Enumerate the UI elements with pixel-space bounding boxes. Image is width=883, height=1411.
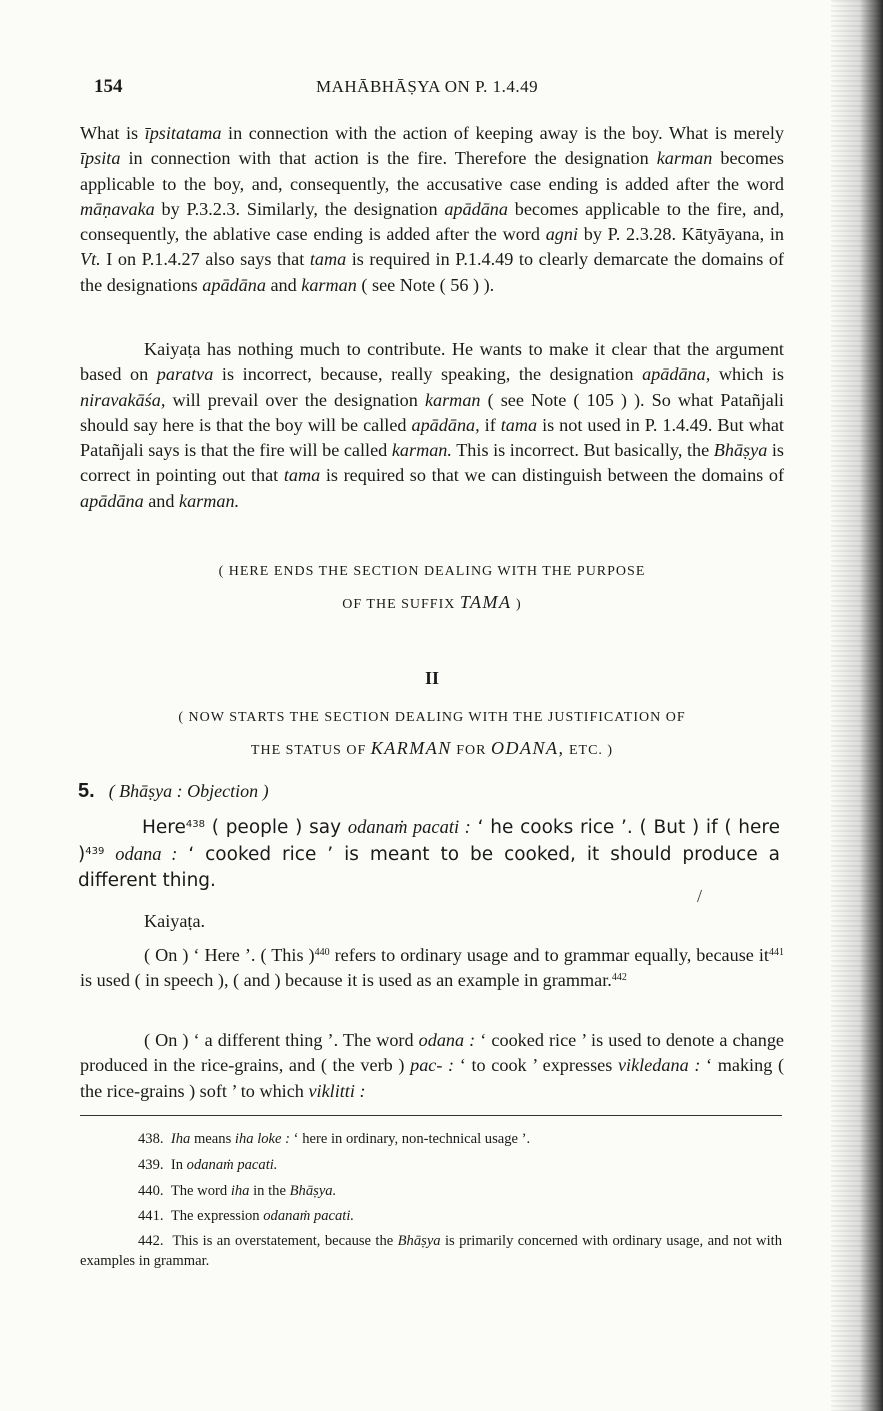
- section-start-line-2: THE STATUS OF KARMAN FOR ODANA, ETC. ): [250, 738, 614, 758]
- section-number: 5.: [78, 780, 95, 802]
- scan-edge-shadow: [831, 0, 883, 1411]
- footnote-rule: [80, 1115, 782, 1116]
- page-number: 154: [94, 76, 123, 97]
- section-start-line-1: ( NOW STARTS THE SECTION DEALING WITH THE JUSTIFICATION OF: [178, 710, 686, 725]
- page-header: [94, 76, 784, 104]
- section-roman-numeral: II: [424, 668, 439, 688]
- commentary-different-thing: ( On ) ‘ a different thing ’. The word odana : ‘ cooked rice ’ is used to denote a change produced in the rice-grains, and ( the verb ) pac- : ‘ to cook ’ expresses vikledana : ‘ making ( the rice-grains ) soft ’ to which viklitti :: [80, 1030, 785, 1101]
- bhasya-text: Here$^{438}$ ( people ) say odanaṁ pacati : ‘ he cooks rice ’. ( But ) if ( here )$^{439}$ odana : ‘ cooked rice ’ is meant to be cooked, it should produce a different thing.: [78, 817, 780, 891]
- section-label: ( Bhāṣya : Objection ): [108, 781, 269, 801]
- section-start-note: [80, 703, 784, 766]
- footnote-441: 441. The expression odanaṁ pacati.: [138, 1208, 355, 1224]
- kaiyata-heading: Kaiyaṭa.: [144, 911, 206, 931]
- commentary-here: ( On ) ‘ Here ’. ( This )$^{440}$ refers to ordinary usage and to grammar equally, because $it^{441}$ is used ( in speech ), ( and ) because it is used as an example in grammar.$^{442}$: [80, 945, 784, 991]
- pen-mark: /: [697, 886, 703, 906]
- section-5-heading: [78, 780, 269, 803]
- footnote-439: 439. In odanaṁ pacati.: [138, 1157, 278, 1173]
- section-end-line-2: OF THE SUFFIX TAMA ): [342, 592, 522, 612]
- running-title: MAHĀBHĀṢYA ON P. 1.4.49: [316, 77, 539, 96]
- footnote-440: 440. The word iha in the Bhāṣya.: [138, 1183, 337, 1199]
- footnote-442: 442. This is an overstatement, because the Bhāṣya is primarily concerned with ordinary usage, and not with examples in grammar.: [80, 1233, 783, 1269]
- paragraph-kaiyata: Kaiyaṭa has nothing much to contribute. He wants to make it clear that the argument based on paratva is incorrect, because, really speaking, the designation apādāna, which is niravakāśa, will prevail over the designation karman ( see Note ( 105 ) ). So what Patañjali should say here is that the boy will be called apādāna, if tama is not used in P. 1.4.49. But what Patañjali says is that the fire will be called karman. This is incorrect. But basically, the Bhāṣya is correct in pointing out that tama is required so that we can distinguish between the domains of apādāna and karman.: [80, 339, 785, 511]
- section-end-line-1: ( HERE ENDS THE SECTION DEALING WITH THE PURPOSE: [218, 564, 646, 579]
- paragraph-ipsitatama: What is īpsitatama in connection with the action of keeping away is the boy. What is merely īpsita in connection with that action is the fire. Therefore the designation karman becomes applicable to the boy, and, consequently, the accusative case ending is added after the word māṇavaka by P.3.2.3. Similarly, the designation apādāna becomes applicable to the fire, and, consequently, the ablative case ending is added after the word agni by P. 2.3.28. Kātyāyana, in Vt. I on P.1.4.27 also says that tama is required in P.1.4.49 to clearly demarcate the domains of the designations apādāna and karman ( see Note ( 56 ) ).: [80, 123, 785, 295]
- footnote-438: 438. Iha means iha loke : ‘ here in ordinary, non-technical usage ’.: [138, 1131, 531, 1147]
- section-end-note: [80, 557, 784, 620]
